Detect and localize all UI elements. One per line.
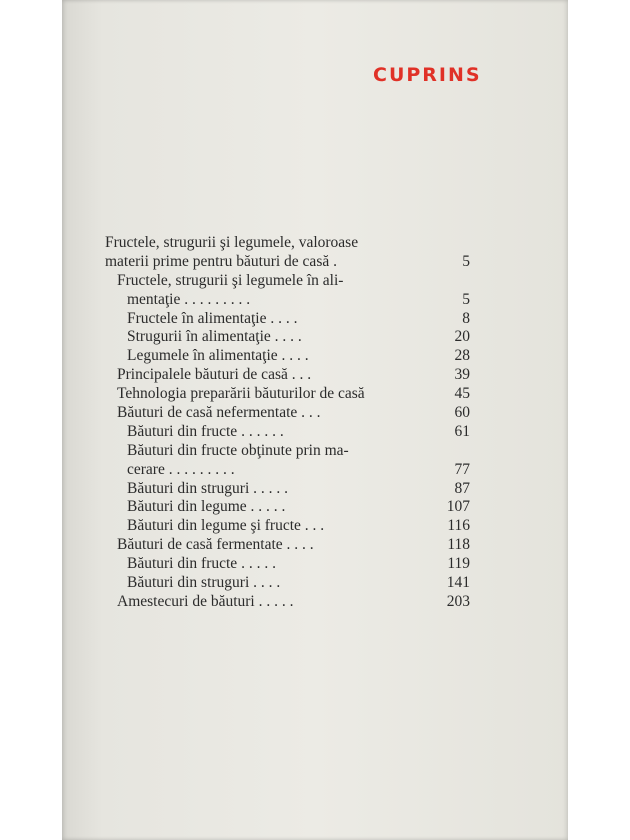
toc-entry-title: Băuturi de casă fermentate . . . .	[117, 536, 314, 554]
toc-entry-title: Băuturi din fructe . . . . .	[127, 555, 276, 573]
toc-entry	[105, 366, 470, 385]
toc-entry-page: 5	[462, 290, 470, 308]
toc-entry-page: 77	[454, 460, 470, 478]
toc-entry-page: 45	[454, 385, 470, 403]
toc-entry-page: 118	[447, 536, 470, 554]
toc-entry	[105, 291, 470, 310]
toc-entry-title: Băuturi din fructe obţinute prin ma-	[127, 441, 349, 459]
toc-entry-title: cerare . . . . . . . . .	[127, 460, 235, 478]
toc-entry	[105, 310, 470, 329]
contents-heading: CUPRINS	[373, 64, 482, 86]
toc-entry-page: 20	[454, 328, 470, 346]
toc-entry	[105, 442, 470, 461]
toc-entry	[105, 253, 470, 272]
toc-entry-page: 39	[454, 366, 470, 384]
table-of-contents	[105, 234, 470, 612]
toc-entry	[105, 574, 470, 593]
toc-entry-page: 107	[446, 498, 470, 516]
toc-entry-title: Legumele în alimentaţie . . . .	[127, 347, 309, 365]
toc-entry-page: 60	[454, 404, 470, 422]
toc-entry-page: 87	[454, 479, 470, 497]
toc-entry-page: 203	[446, 592, 470, 610]
toc-entry-title: Fructele, strugurii şi legumele, valoroase	[105, 234, 359, 251]
toc-entry	[105, 423, 470, 442]
toc-entry	[105, 234, 470, 253]
toc-entry	[105, 480, 470, 499]
toc-entry-title: Fructele în alimentaţie . . . .	[127, 309, 298, 327]
toc-entry-title: Băuturi de casă nefermentate . . .	[117, 404, 321, 422]
toc-entry-title: Amestecuri de băuturi . . . . .	[117, 592, 294, 610]
toc-entry-page: 28	[454, 347, 470, 365]
toc-entry	[105, 272, 470, 291]
toc-entry-title: Băuturi din fructe . . . . . .	[127, 422, 284, 440]
toc-entry-title: Strugurii în alimentaţie . . . .	[127, 328, 302, 346]
toc-entry	[105, 385, 470, 404]
toc-entry	[105, 328, 470, 347]
toc-entry	[105, 536, 470, 555]
toc-entry-title: Băuturi din legume şi fructe . . .	[127, 517, 325, 535]
toc-entry	[105, 498, 470, 517]
toc-entry-page: 5	[462, 252, 470, 270]
toc-entry-page: 116	[447, 517, 470, 535]
toc-entry	[105, 593, 470, 612]
toc-entry-title: Tehnologia preparării băuturilor de casă	[117, 385, 365, 403]
toc-entry-title: Băuturi din struguri . . . .	[127, 574, 281, 592]
toc-entry-title: Băuturi din struguri . . . . .	[127, 479, 289, 497]
toc-entry-page: 119	[447, 555, 470, 573]
toc-entry	[105, 347, 470, 366]
toc-entry	[105, 461, 470, 480]
toc-entry-title: Principalele băuturi de casă . . .	[117, 366, 312, 384]
toc-entry	[105, 517, 470, 536]
toc-entry	[105, 555, 470, 574]
toc-entry-title: mentaţie . . . . . . . . .	[127, 290, 251, 308]
toc-entry-title: Băuturi din legume . . . . .	[127, 498, 286, 516]
toc-entry-title: materii prime pentru băuturi de casă .	[105, 252, 337, 270]
toc-entry-page: 141	[446, 574, 470, 592]
toc-entry-title: Fructele, strugurii şi legumele în ali-	[117, 271, 344, 289]
toc-entry	[105, 404, 470, 423]
toc-entry-page: 8	[462, 309, 470, 327]
toc-entry-page: 61	[454, 422, 470, 440]
